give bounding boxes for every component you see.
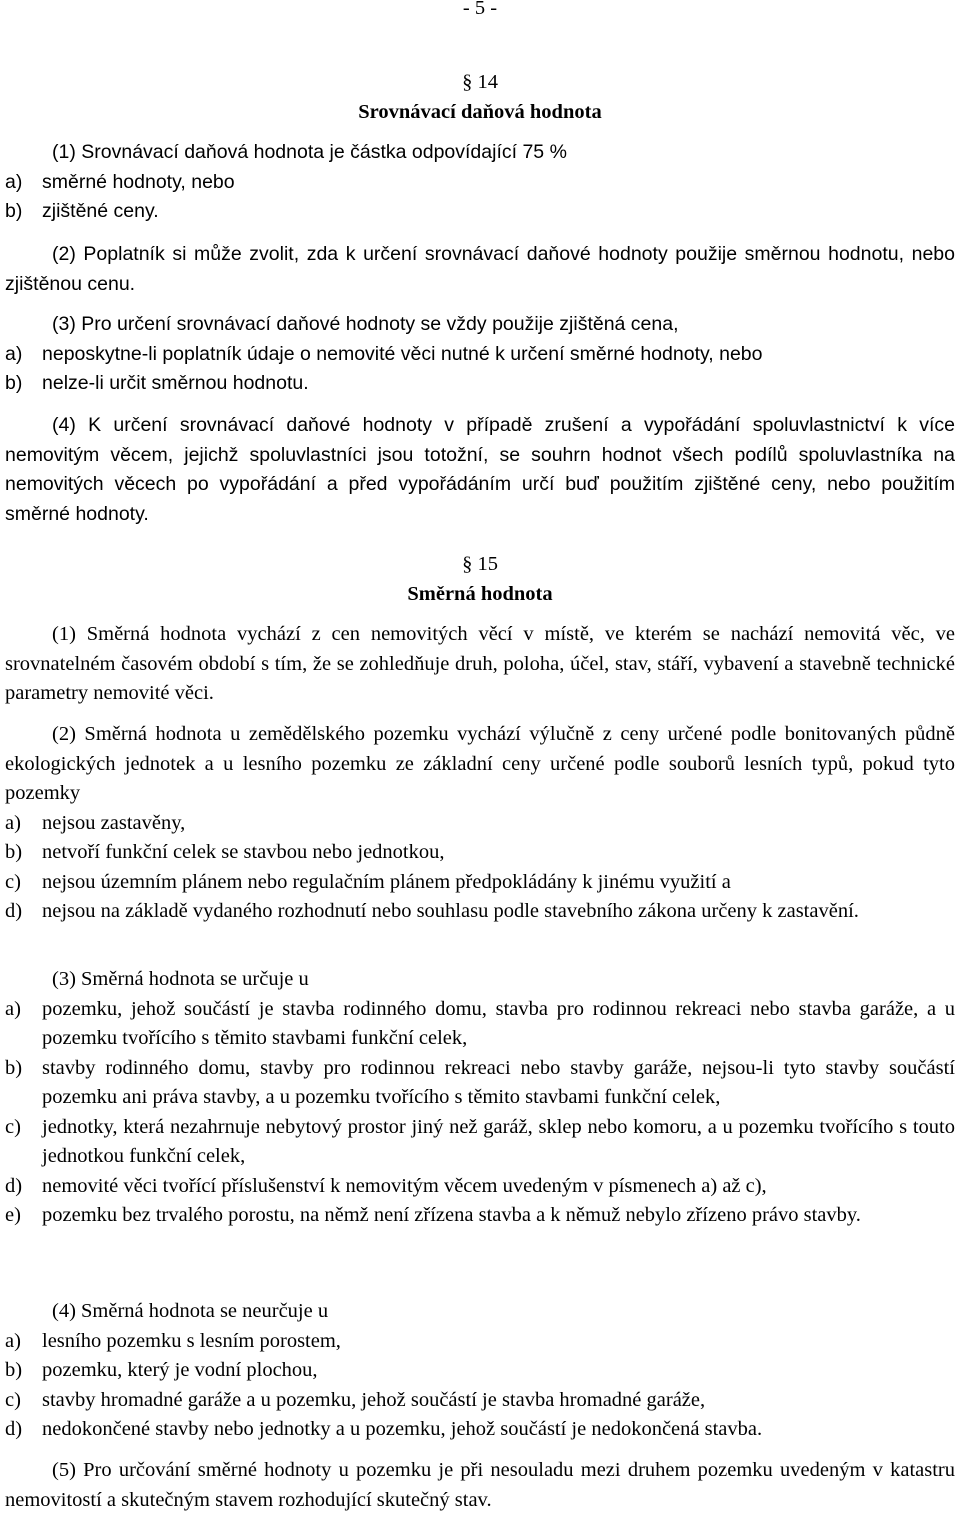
list-item-label: a) — [5, 1329, 21, 1352]
s15-paragraph-1 — [5, 620, 955, 709]
s15-p3-intro: (3) Směrná hodnota se určuje u — [52, 968, 309, 990]
list-item-label: b) — [5, 372, 23, 394]
list-item-text: zjištěné ceny. — [42, 200, 159, 222]
s15-p2-intro: (2) Směrná hodnota u zemědělského pozemku vychází výlučně z ceny určené podle bonitovaných půdně ekologických jednotek a u lesního pozemku ze základní ceny určené podle souborů lesních typů, pokud tyto pozemky — [5, 723, 955, 804]
list-item-label: a) — [5, 170, 23, 193]
list-item-text: stavby rodinného domu, stavby pro rodinnou rekreaci nebo stavby garáže, nejsou-li tyto stavby součástí pozemku ani práva stavby, a u pozemku tvořícího s těmito stavbami funkční celek, — [42, 1056, 955, 1108]
list-item-text: neposkytne-li poplatník údaje o nemovité věci nutné k určení směrné hodnoty, nebo — [42, 342, 763, 365]
list-item-text: nejsou územním plánem nebo regulačním plánem předpokládány k jinému využití a — [42, 870, 731, 893]
list-item-label: a) — [5, 997, 21, 1020]
list-item-text: lesního pozemku s lesním porostem, — [42, 1329, 341, 1352]
section-number-14: § 14 — [462, 71, 498, 93]
list-item-label: b) — [5, 200, 23, 222]
list-item — [5, 868, 955, 898]
list-item — [5, 1172, 955, 1202]
list-item-label: d) — [5, 900, 23, 922]
list-item — [5, 1327, 955, 1357]
list-item-text: pozemku, který je vodní plochou, — [42, 1359, 318, 1381]
list-item-text: směrné hodnoty, nebo — [42, 170, 235, 193]
list-item-label: a) — [5, 342, 23, 365]
s15-p5-text: (5) Pro určování směrné hodnoty u pozemku je při nesouladu mezi druhem pozemku uvedeným v katastru nemovitostí a skutečným stavem rozhodující skutečný stav. — [5, 1459, 955, 1511]
list-item — [5, 168, 955, 198]
section-title-15: Směrná hodnota — [407, 583, 553, 605]
s15-paragraph-4 — [5, 1297, 955, 1445]
s15-paragraph-3 — [5, 965, 955, 1231]
list-item-text: stavby hromadné garáže a u pozemku, jehož součástí je stavba hromadné garáže, — [42, 1388, 706, 1411]
list-item — [5, 897, 955, 927]
list-item — [5, 995, 955, 1054]
list-item-text: nemovité věci tvořící příslušenství k nemovitým věcem uvedeným v písmenech a) až c), — [42, 1174, 767, 1197]
list-item-text: nejsou na základě vydaného rozhodnutí nebo souhlasu podle stavebního zákona určeny k zastavění. — [42, 900, 859, 922]
list-item-label: c) — [5, 870, 21, 893]
s14-paragraph-4 — [5, 411, 955, 529]
list-item-label: b) — [5, 1359, 23, 1381]
list-item-label: c) — [5, 1388, 21, 1411]
s14-paragraph-1 — [5, 138, 955, 227]
list-item — [5, 1415, 955, 1445]
list-item — [5, 809, 955, 839]
s14-paragraph-2 — [5, 240, 955, 299]
list-item-text: jednotky, která nezahrnuje nebytový prostor jiný než garáž, sklep nebo komoru, a u pozemku tvořícího s touto jednotkou funkční celek, — [42, 1115, 955, 1167]
s14-p1-intro: (1) Srovnávací daňová hodnota je částka odpovídající 75 % — [52, 141, 567, 163]
page-number: - 5 - — [462, 0, 498, 19]
list-item-label: e) — [5, 1204, 21, 1226]
list-item-label: d) — [5, 1418, 23, 1440]
list-item — [5, 1386, 955, 1416]
list-item-label: d) — [5, 1174, 23, 1197]
list-item — [5, 1201, 955, 1231]
section-number-15: § 15 — [462, 553, 498, 575]
list-item — [5, 197, 955, 227]
s14-paragraph-3 — [5, 310, 955, 399]
list-item — [5, 1356, 955, 1386]
list-item — [5, 1054, 955, 1113]
list-item-label: c) — [5, 1115, 21, 1138]
list-item-text: pozemku bez trvalého porostu, na němž není zřízena stavba a k němuž nebylo zřízeno právo stavby. — [42, 1204, 861, 1226]
list-item-label: a) — [5, 811, 21, 834]
list-item-label: b) — [5, 841, 23, 863]
s14-p3-intro: (3) Pro určení srovnávací daňové hodnoty se vždy použije zjištěná cena, — [52, 313, 679, 335]
list-item-label: b) — [5, 1056, 23, 1079]
list-item — [5, 340, 955, 370]
s15-paragraph-2 — [5, 720, 955, 927]
s15-p1-text: (1) Směrná hodnota vychází z cen nemovitých věcí v místě, ve kterém se nachází nemovitá věc, ve srovnatelném časovém období s tím, že se zohledňuje druh, poloha, účel, stav, stáří, vybavení a stavebně technické parametry nemovité věci. — [5, 623, 955, 704]
list-item-text: nedokončené stavby nebo jednotky a u pozemku, jehož součástí je nedokončená stavba. — [42, 1418, 763, 1440]
s15-paragraph-5 — [5, 1456, 955, 1515]
list-item-text: nejsou zastavěny, — [42, 811, 186, 834]
s14-p4-text: (4) K určení srovnávací daňové hodnoty v případě zrušení a vypořádání spoluvlastnictví k více nemovitým věcem, jejichž spoluvlastníci jsou totožní, se souhrn hodnot všech podílů spoluvlastníka na nemovitých věcech po vypořádání a před vypořádáním určí buď použitím zjištěné ceny, nebo použitím směrné hodnoty. — [5, 414, 955, 525]
list-item-text: pozemku, jehož součástí je stavba rodinného domu, stavba pro rodinnou rekreaci nebo stavba garáže, a u pozemku tvořícího s těmito stavbami funkční celek, — [42, 997, 955, 1049]
list-item-text: netvoří funkční celek se stavbou nebo jednotkou, — [42, 841, 445, 863]
list-item — [5, 1113, 955, 1172]
list-item — [5, 369, 955, 399]
s14-p2-text: (2) Poplatník si může zvolit, zda k určení srovnávací daňové hodnoty použije směrnou hodnotu, nebo zjištěnou cenu. — [5, 243, 955, 295]
list-item — [5, 838, 955, 868]
list-item-text: nelze-li určit směrnou hodnotu. — [42, 372, 309, 394]
s15-p4-intro: (4) Směrná hodnota se neurčuje u — [52, 1300, 329, 1322]
section-title-14: Srovnávací daňová hodnota — [358, 101, 602, 123]
